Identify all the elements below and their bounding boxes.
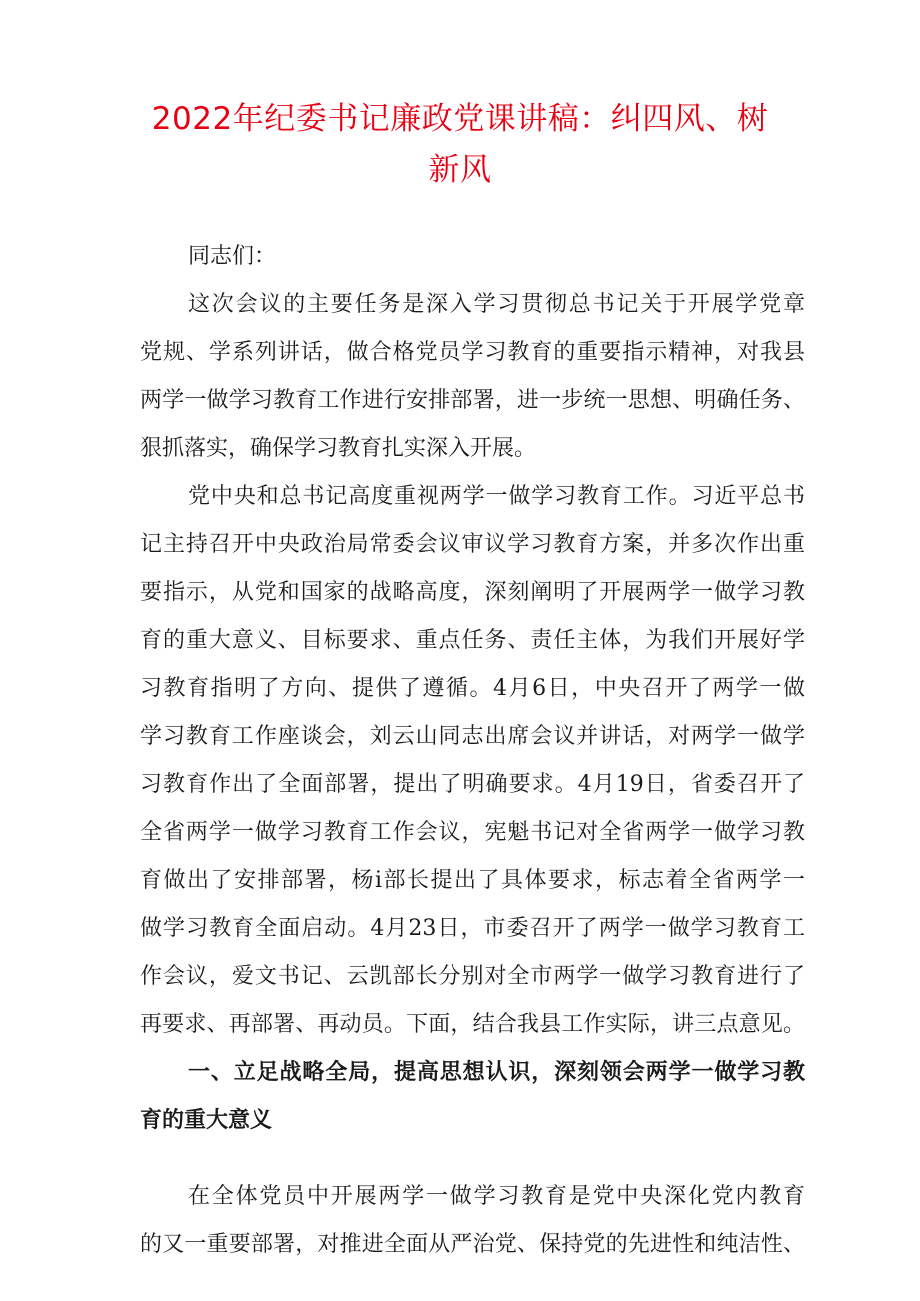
paragraph-2-line: 党中央和总书记高度重视两学一做学习教育工作。习近平总书 xyxy=(188,484,805,509)
paragraph-1-line: 党规、学系列讲话，做合格党员学习教育的重要指示精神，对我县 xyxy=(140,340,805,365)
paragraph-2-line: 再要求、再部署、再动员。下面，结合我县工作实际，讲三点意见。 xyxy=(140,1012,805,1037)
paragraph-2-line: 做学习教育全面启动。4月23日，市委召开了两学一做学习教育工 xyxy=(140,916,805,941)
section-heading-1-cont: 育的重大意义 xyxy=(140,1108,273,1133)
document-title-line-2: 新风 xyxy=(428,152,492,188)
paragraph-3-line: 在全体党员中开展两学一做学习教育是党中央深化党内教育 xyxy=(188,1184,805,1209)
paragraph-1-line: 两学一做学习教育工作进行安排部署，进一步统一思想、明确任务、 xyxy=(140,388,805,413)
paragraph-2-line: 作会议，爱文书记、云凯部长分别对全市两学一做学习教育进行了 xyxy=(140,964,805,989)
paragraph-2-line: 育的重大意义、目标要求、重点任务、责任主体，为我们开展好学 xyxy=(140,628,805,653)
paragraph-2-line: 习教育指明了方向、提供了遵循。4月6日，中央召开了两学一做 xyxy=(140,676,805,701)
paragraph-3-line: 的又一重要部署，对推进全面从严治党、保持党的先进性和纯洁性、 xyxy=(140,1232,805,1257)
paragraph-2-line: 育做出了安排部署，杨i部长提出了具体要求，标志着全省两学一 xyxy=(140,868,805,893)
paragraph-2-line: 要指示，从党和国家的战略高度，深刻阐明了开展两学一做学习教 xyxy=(140,580,805,605)
paragraph-1-line: 这次会议的主要任务是深入学习贯彻总书记关于开展学党章 xyxy=(188,292,805,317)
paragraph-1-line: 狠抓落实，确保学习教育扎实深入开展。 xyxy=(140,436,537,461)
paragraph-2-line: 习教育作出了全面部署，提出了明确要求。4月19日，省委召开了 xyxy=(140,772,805,797)
section-heading-1: 一、立足战略全局，提高思想认识，深刻领会两学一做学习教 xyxy=(188,1060,805,1085)
salutation: 同志们： xyxy=(188,244,277,269)
paragraph-2-line: 记主持召开中央政治局常委会议审议学习教育方案，并多次作出重 xyxy=(140,532,805,557)
paragraph-2-line: 学习教育工作座谈会，刘云山同志出席会议并讲话，对两学一做学 xyxy=(140,724,805,749)
paragraph-2-line: 全省两学一做学习教育工作会议，宪魁书记对全省两学一做学习教 xyxy=(140,820,805,845)
document-title-line-1: 2022年纪委书记廉政党课讲稿：纠四风、树 xyxy=(151,101,769,137)
